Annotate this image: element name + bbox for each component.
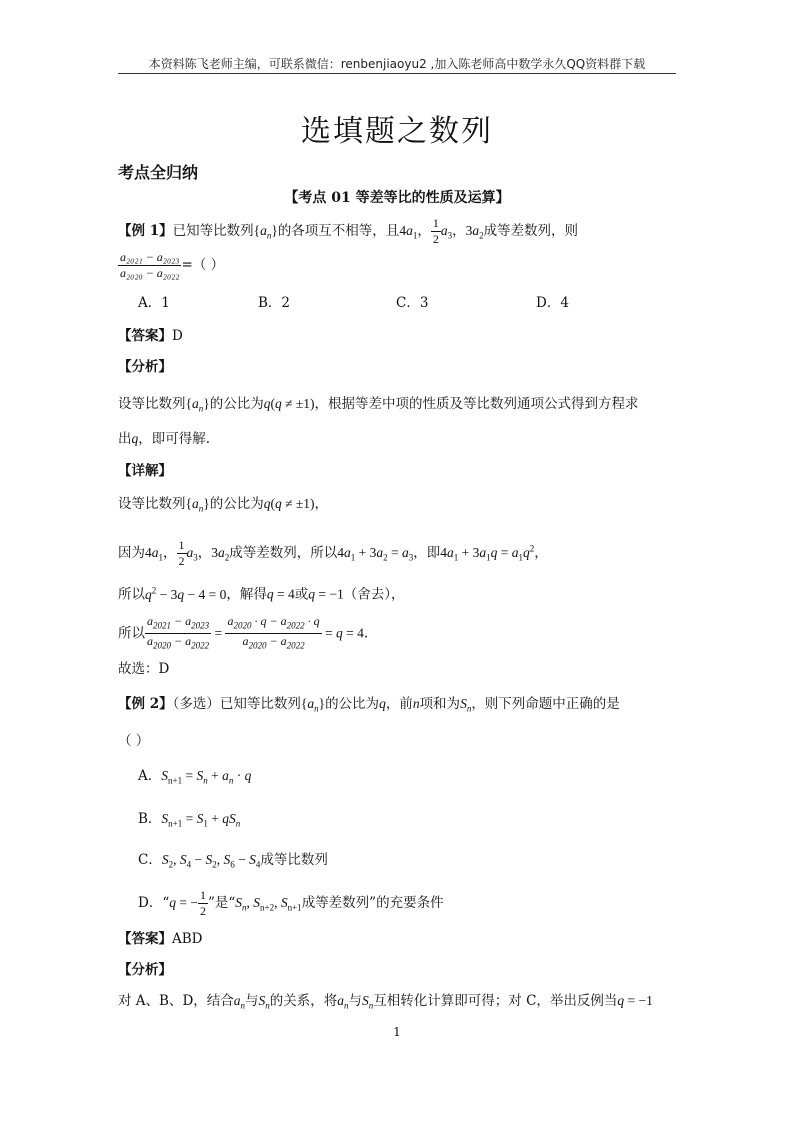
example2-option-d: D．“q = − $\frac{1}{2}$ ”是“$S_n$, $S_{n+2}$, $S_{n+1}$成等差数列”的充要条件 (138, 888, 444, 918)
example2-analysis-label: 【分析】 (118, 962, 172, 978)
example2-answer: 【答案】ABD (118, 931, 203, 947)
example2-option-b: B．$S_{n+1} = S_1 + qS_n$ (138, 811, 241, 829)
example1-label: 【例 1】 (118, 223, 173, 239)
example1-detail-line2: 因为$4a_1$， $\frac{1}{2}$ $a_3$，$3a_2$成等差数列，所以$4a_1 + 3a_2 = a_3$，即$4a_1 + 3a_1q = a_1q^2$， (118, 538, 548, 568)
example1-analysis-line2: 出q，即可得解. (118, 431, 211, 447)
example1-analysis-label: 【分析】 (118, 359, 172, 375)
section-heading: 考点全归纳 (118, 163, 199, 182)
example2-analysis-line1: 对 A、B、D，结合$a_n$与$S_n$的关系，将$a_n$与$S_n$互相转化计算即可得；对 C，举出反例当q = −1 (118, 993, 653, 1011)
page-title: 选填题之数列 (301, 114, 493, 149)
example1-question-line1: 【例 1】已知等比数列$\{a_n\}$的各项互不相等，且$4a_1$， $\frac{1}{2}$ $a_3$，$3a_2$成等差数列，则 (118, 216, 579, 246)
example1-detail-line1: 设等比数列$\{a_n\}$的公比为q(q ≠ ±1)， (118, 496, 329, 514)
page-number: 1 (393, 1025, 401, 1039)
option-a: A．1 (138, 295, 170, 311)
topic-heading: 【考点 01 等差等比的性质及运算】 (284, 190, 510, 206)
option-c: C．3 (396, 295, 429, 311)
example1-detail-line3: 所以$q^2 - 3q - 4 = 0$，解得q = 4或q = −1（舍去）， (118, 585, 405, 603)
example1-detail-line4: 所以 $\frac{a_{2021} - a_{2023}}{a_{2020} - a_{2022}}$ = $\frac{a_{2020} \cdot q - a_{2022} \cdot q}{a_{2020} - a_{2022}}$ = q = 4. (118, 614, 369, 651)
example1-analysis-line1: 设等比数列$\{a_n\}$的公比为q(q ≠ ±1)，根据等差中项的性质及等比数列通项公式得到方程求 (118, 396, 639, 414)
example1-answer: 【答案】D (118, 328, 183, 344)
example1-detail-label: 【详解】 (118, 463, 172, 479)
option-b: B．2 (258, 295, 291, 311)
header-rule (118, 73, 676, 74)
example2-question-line1: 【例 2】（多选）已知等比数列$\{a_n\}$的公比为q，前n项和为$S_n$，则下列命题中正确的是 (118, 696, 620, 714)
example2-question-line2: （ ） (118, 733, 150, 749)
example1-conclusion: 故选：D (118, 661, 170, 677)
example1-question-line2: $\frac{\text{a₂₀₂₁ − a₂₀₂₃}}{\text{a₂₀₂₀ − a₂₀₂₂}}$ =（ ） (120, 250, 225, 280)
example1-fraction: $\frac{\text{a₂₀₂₁ − a₂₀₂₃}}{\text{a₂₀₂₀ − a₂₀₂₂}}$ (120, 250, 180, 280)
page-header: 本资料陈飞老师主编，可联系微信：renbenjiaoyu2 ,加入陈老师高中数学永久QQ资料群下载 (148, 57, 646, 71)
example2-option-c: C．$S_2$, $S_4 - S_2$, $S_6 - S_4$成等比数列 (138, 852, 328, 870)
option-d: D．4 (536, 295, 569, 311)
example2-option-a: A．$S_{n+1} = S_n + a_n \cdot q$ (138, 768, 252, 786)
